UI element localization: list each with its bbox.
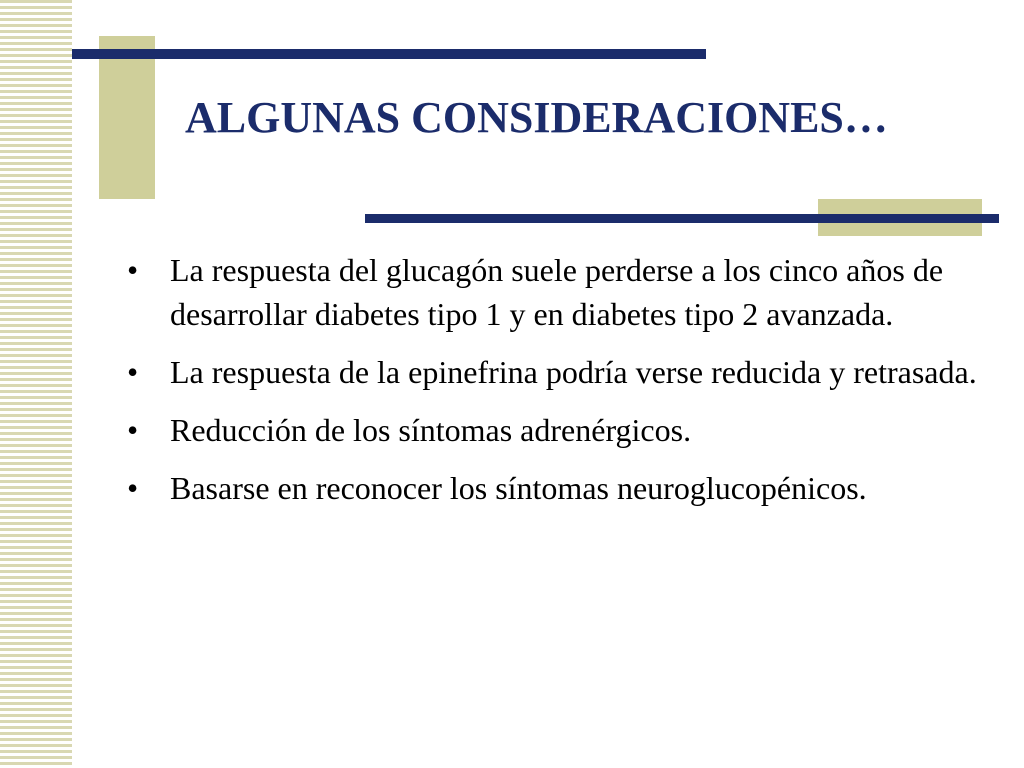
bullet-icon: • <box>127 412 139 448</box>
bullet-text: La respuesta del glucagón suele perderse a los cinco años de desarrollar diabetes tipo 1 y en diabetes tipo 2 avanzada. <box>170 252 944 332</box>
bullet-list <box>127 248 1017 524</box>
bullet-text: Reducción de los síntomas adrenérgicos. <box>170 412 692 448</box>
decorative-block-top-left <box>99 36 155 199</box>
decorative-stripe-panel <box>0 0 72 768</box>
bullet-item <box>127 350 1017 394</box>
decorative-rule-top <box>72 49 706 59</box>
slide-title: ALGUNAS CONSIDERACIONES… <box>185 93 888 142</box>
bullet-text: La respuesta de la epinefrina podría verse reducida y retrasada. <box>170 354 977 390</box>
bullet-item <box>127 248 1017 336</box>
bullet-item <box>127 466 1017 510</box>
decorative-rule-bottom <box>365 214 999 223</box>
bullet-item <box>127 408 1017 452</box>
bullet-icon: • <box>127 354 139 390</box>
bullet-icon: • <box>127 470 139 506</box>
bullet-text: Basarse en reconocer los síntomas neuroglucopénicos. <box>170 470 867 506</box>
bullet-icon: • <box>127 252 139 288</box>
